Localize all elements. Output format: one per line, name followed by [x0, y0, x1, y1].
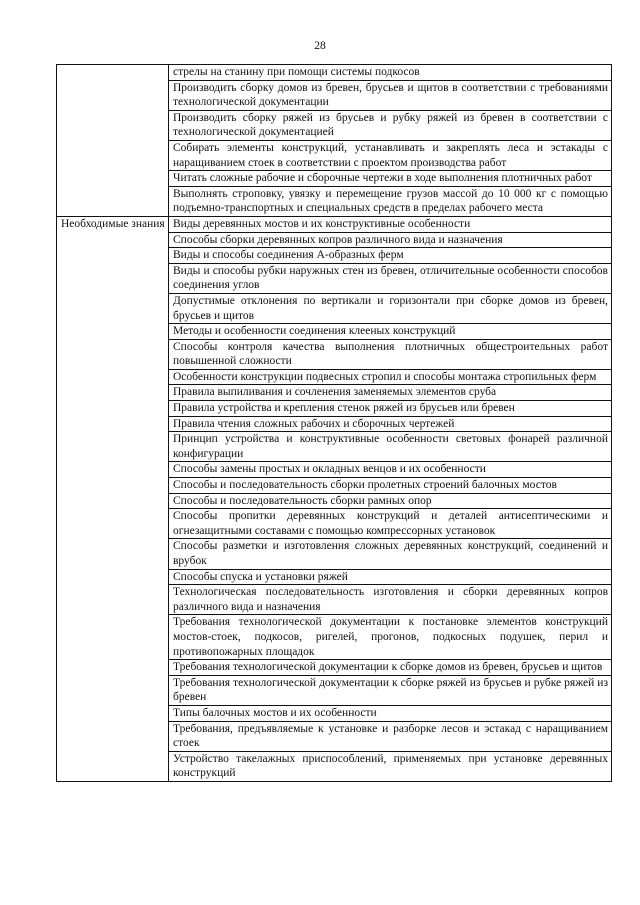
requirement-text: Требования технологической документации к сборке ряжей из брусьев и рубке ряжей из бревен: [169, 675, 612, 705]
requirement-text: Способы пропитки деревянных конструкций и деталей антисептическими и огнезащитными составами с помощью компрессорных установок: [169, 509, 612, 539]
table-row: [57, 65, 612, 81]
requirement-text: Устройство такелажных приспособлений, применяемых при установке деревянных конструкций: [169, 751, 612, 781]
requirement-text: Методы и особенности соединения клееных конструкций: [169, 324, 612, 340]
requirement-text: Правила выпиливания и сочленения заменяемых элементов сруба: [169, 385, 612, 401]
section-label: Необходимые знания: [61, 217, 165, 230]
requirement-text: Типы балочных мостов и их особенности: [169, 705, 612, 721]
requirement-text: Собирать элементы конструкций, устанавливать и закреплять леса и эстакады с наращиванием стоек в соответствии с проектом производства работ: [169, 140, 612, 170]
requirement-text: Способы и последовательность сборки пролетных строений балочных мостов: [169, 478, 612, 494]
requirement-text: Производить сборку ряжей из брусьев и рубку ряжей из бревен в соответствии с технологической документацией: [169, 110, 612, 140]
requirement-text: Требования технологической документации к постановке элементов конструкций мостов-стоек, подкосов, ригелей, прогонов, подкосных подушек, перил и противопожарных площадок: [169, 615, 612, 660]
requirement-text: Выполнять строповку, увязку и перемещение грузов массой до 10 000 кг с помощью подъемно-транспортных и специальных средств в пределах рабочего места: [169, 186, 612, 216]
requirement-text: стрелы на станину при помощи системы подкосов: [169, 65, 612, 81]
requirement-text: Допустимые отклонения по вертикали и горизонтали при сборке домов из бревен, брусьев и щитов: [169, 293, 612, 323]
requirement-text: Правила чтения сложных рабочих и сборочных чертежей: [169, 416, 612, 432]
requirement-text: Производить сборку домов из бревен, брусьев и щитов в соответствии с требованиями технологической документации: [169, 80, 612, 110]
section-label-cell: [57, 65, 169, 217]
requirement-text: Виды и способы соединения А-образных ферм: [169, 248, 612, 264]
page-number: 28: [314, 40, 326, 52]
requirement-text: Требования технологической документации к сборке домов из бревен, брусьев и щитов: [169, 660, 612, 676]
requirement-text: Способы спуска и установки ряжей: [169, 569, 612, 585]
requirement-text: Виды деревянных мостов и их конструктивные особенности: [169, 216, 612, 232]
requirement-text: Способы контроля качества выполнения плотничных общестроительных работ повышенной сложности: [169, 339, 612, 369]
requirement-text: Способы разметки и изготовления сложных деревянных конструкций, соединений и врубок: [169, 539, 612, 569]
requirement-text: Особенности конструкции подвесных стропил и способы монтажа стропильных ферм: [169, 369, 612, 385]
requirement-text: Способы замены простых и окладных венцов и их особенности: [169, 462, 612, 478]
section-label-cell: [57, 216, 169, 781]
requirement-text: Способы сборки деревянных копров различного вида и назначения: [169, 232, 612, 248]
requirement-text: Способы и последовательность сборки рамных опор: [169, 493, 612, 509]
requirement-text: Виды и способы рубки наружных стен из бревен, отличительные особенности способов соединения углов: [169, 263, 612, 293]
requirement-text: Правила устройства и крепления стенок ряжей из брусьев или бревен: [169, 401, 612, 417]
requirement-text: Технологическая последовательность изготовления и сборки деревянных копров различного вида и назначения: [169, 585, 612, 615]
requirement-text: Требования, предъявляемые к установке и разборке лесов и эстакад с наращиванием стоек: [169, 721, 612, 751]
requirement-text: Читать сложные рабочие и сборочные чертежи в ходе выполнения плотничных работ: [169, 171, 612, 187]
requirements-table: [56, 64, 612, 782]
table-row: [57, 216, 612, 232]
requirement-text: Принцип устройства и конструктивные особенности световых фонарей различной конфигурации: [169, 432, 612, 462]
